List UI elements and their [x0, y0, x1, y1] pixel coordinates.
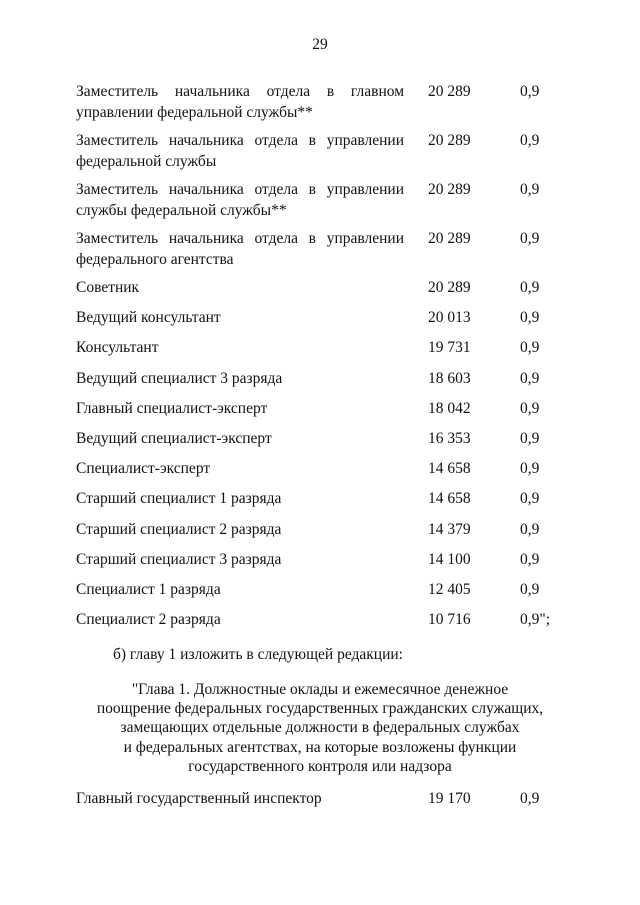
- salary-value: 19 170: [428, 790, 471, 807]
- position-name: Главный государственный инспектор: [76, 790, 322, 807]
- coefficient-value: 0,9";: [520, 611, 551, 629]
- table-row: [76, 338, 576, 368]
- salary-table: [76, 82, 576, 640]
- position-name: Старший специалист 3 разряда: [76, 550, 282, 568]
- salary-value: 20 289: [428, 83, 471, 100]
- salary-value: 20 289: [428, 181, 471, 198]
- position-name: Советник: [76, 279, 140, 296]
- position-name: Заместитель начальника отдела в управлении федерального агентства: [76, 230, 404, 268]
- table-row: [76, 789, 576, 819]
- table-row: [76, 278, 576, 308]
- coefficient-value: 0,9: [520, 369, 540, 387]
- chapter-heading-line: поощрение федеральных государственных гражданских служащих,: [96, 700, 544, 718]
- position-name: Старший специалист 1 разряда: [76, 490, 282, 508]
- table-row: [76, 520, 576, 550]
- coefficient-value: 0,9: [520, 132, 540, 149]
- page-number: 29: [312, 36, 328, 53]
- salary-value: 18 042: [428, 399, 471, 417]
- coefficient-value: 0,9: [520, 490, 540, 508]
- table-row: [76, 489, 576, 519]
- position-name: Ведущий специалист 3 разряда: [76, 369, 283, 387]
- table-row: [76, 229, 576, 278]
- salary-value: 14 658: [428, 460, 471, 478]
- table-row: [76, 131, 576, 180]
- chapter-heading-line: государственного контроля или надзора: [188, 757, 452, 775]
- salary-value: 20 289: [428, 279, 471, 296]
- table-row: [76, 610, 576, 640]
- salary-value: 10 716: [428, 611, 471, 629]
- coefficient-value: 0,9: [520, 230, 540, 247]
- table-row: [76, 82, 576, 131]
- chapter-heading-line: и федеральных агентствах, на которые возложены функции: [123, 738, 517, 756]
- position-name: Специалист 2 разряда: [76, 611, 221, 629]
- table-row: [76, 429, 576, 459]
- table-row: [76, 399, 576, 429]
- salary-value: 20 289: [428, 132, 471, 149]
- position-name: Специалист-эксперт: [76, 460, 211, 478]
- position-name: Главный специалист-эксперт: [76, 399, 268, 417]
- position-name: Заместитель начальника отдела в управлении федеральной службы: [76, 132, 404, 170]
- position-name: Ведущий специалист-эксперт: [76, 429, 272, 447]
- salary-value: 14 658: [428, 490, 471, 508]
- salary-value: 20 289: [428, 230, 471, 247]
- salary-value: 19 731: [428, 339, 471, 357]
- salary-value: 14 379: [428, 520, 471, 538]
- chapter-heading-line: "Глава 1. Должностные оклады и ежемесячное денежное: [131, 681, 509, 698]
- salary-value: 12 405: [428, 580, 471, 598]
- coefficient-value: 0,9: [520, 309, 540, 327]
- position-name: Заместитель начальника отдела в управлении службы федеральной службы**: [76, 181, 404, 219]
- coefficient-value: 0,9: [520, 580, 540, 598]
- coefficient-value: 0,9: [520, 429, 540, 447]
- coefficient-value: 0,9: [520, 550, 540, 568]
- position-name: Консультант: [76, 339, 159, 357]
- table-row: [76, 459, 576, 489]
- table-row: [76, 369, 576, 399]
- table-row: [76, 180, 576, 229]
- coefficient-value: 0,9: [520, 790, 540, 807]
- position-name: Заместитель начальника отдела в главном управлении федеральной службы**: [76, 83, 404, 121]
- coefficient-value: 0,9: [520, 279, 540, 296]
- salary-value: 14 100: [428, 550, 471, 568]
- coefficient-value: 0,9: [520, 460, 540, 478]
- coefficient-value: 0,9: [520, 520, 540, 538]
- coefficient-value: 0,9: [520, 339, 540, 357]
- salary-value: 20 013: [428, 309, 471, 327]
- chapter-heading: [70, 680, 570, 776]
- amendment-instruction: б) главу 1 изложить в следующей редакции:: [113, 646, 403, 663]
- coefficient-value: 0,9: [520, 83, 540, 100]
- position-name: Старший специалист 2 разряда: [76, 520, 282, 538]
- coefficient-value: 0,9: [520, 399, 540, 417]
- table-row: [76, 308, 576, 338]
- salary-value: 18 603: [428, 369, 471, 387]
- position-name: Ведущий консультант: [76, 309, 221, 327]
- position-name: Специалист 1 разряда: [76, 580, 221, 598]
- salary-value: 16 353: [428, 429, 471, 447]
- chapter-heading-line: замещающих отдельные должности в федеральных службах: [120, 719, 520, 737]
- coefficient-value: 0,9: [520, 181, 540, 198]
- table-row: [76, 550, 576, 580]
- table-row: [76, 580, 576, 610]
